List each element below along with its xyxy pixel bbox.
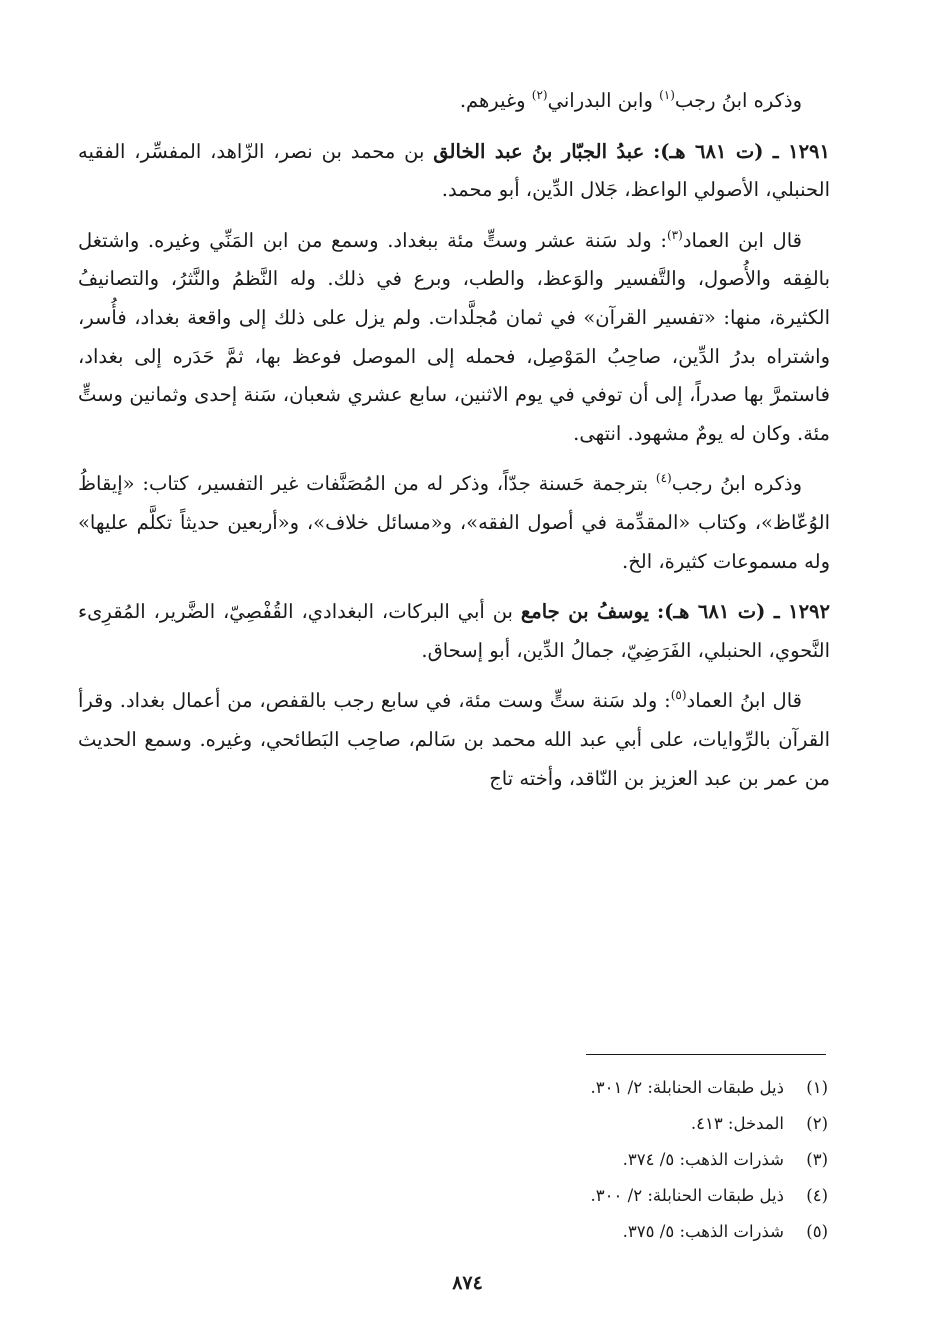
page-body bbox=[78, 82, 830, 798]
footnote-ref-3: (٣) bbox=[666, 227, 683, 242]
footnote-number: (٢) bbox=[806, 1114, 828, 1133]
entry-number: ١٢٩١ ـ (ت ٦٨١ هـ): bbox=[653, 139, 830, 163]
footnote-text: شذرات الذهب: ٥/ ٣٧٤. bbox=[622, 1150, 784, 1169]
paragraph-text: وذكره ابنُ رجب bbox=[674, 89, 802, 112]
footnote-ref-4: (٤) bbox=[655, 471, 672, 486]
footnote-item bbox=[78, 1178, 828, 1214]
paragraph-text: قال ابنُ العماد bbox=[686, 689, 802, 713]
footnote-number: (٤) bbox=[806, 1186, 828, 1205]
footnote-text: شذرات الذهب: ٥/ ٣٧٥. bbox=[622, 1222, 784, 1241]
footnote-ref-2: (٢) bbox=[531, 88, 548, 102]
footnote-item bbox=[78, 1070, 828, 1106]
biography-entry-1291 bbox=[78, 133, 830, 210]
footnote-ref-1: (١) bbox=[659, 88, 675, 102]
paragraph-text: بترجمة حَسنة جدّاً، وذكر له من المُصَنَّفات غير التفسير، كتاب: «إيقاظُ الوُعّاظ»، وكتاب «المقدِّمة في أصول الفقه»، و«مسائل خلاف»، و«أربعين حديثاً تكلَّم عليها» وله مسموعات كثيرة، الخ. bbox=[78, 472, 830, 573]
footnotes-list bbox=[78, 1070, 828, 1250]
paragraph-text: قال ابن العماد bbox=[682, 228, 802, 252]
paragraph-ibn-al-imad-1 bbox=[78, 222, 830, 454]
entry-text: بن أبي البركات، البغدادي، القُفْصِيّ، الضَّرير، المُقرِىء النَّحوي، الحنبلي، الفَرَضِيّ، جمالُ الدِّين، أبو إسحاق. bbox=[78, 600, 830, 662]
paragraph-text: وابن البدراني bbox=[547, 89, 660, 112]
entry-name: عبدُ الجبّار بنُ عبد الخالق bbox=[433, 139, 645, 163]
paragraph-ibn-al-imad-2 bbox=[78, 682, 830, 798]
paragraph-intro bbox=[78, 82, 830, 121]
entry-text: بن محمد بن نصر، الزّاهد، المفسِّر، الفقيه الحنبلي، الأصولي الواعظ، جَلال الدِّين، أبو محمد. bbox=[78, 139, 830, 202]
paragraph-text: وذكره ابنُ رجب bbox=[671, 472, 802, 496]
footnote-number: (٣) bbox=[806, 1150, 828, 1169]
footnote-ref-5: (٥) bbox=[670, 688, 687, 703]
footnote-item bbox=[78, 1106, 828, 1142]
entry-name: يوسفُ بن جامع bbox=[520, 600, 650, 624]
footnote-number: (١) bbox=[806, 1078, 828, 1097]
footnote-item bbox=[78, 1142, 828, 1178]
footnote-text: المدخل: ٤١٣. bbox=[690, 1114, 784, 1133]
footnote-number: (٥) bbox=[806, 1222, 828, 1241]
footnote-text: ذيل طبقات الحنابلة: ٢/ ٣٠١. bbox=[590, 1078, 784, 1097]
paragraph-ibn-rajab bbox=[78, 465, 830, 581]
footnote-separator bbox=[586, 1054, 826, 1055]
paragraph-text: : ولد سَنة ستٍّ وست مئة، في سابع رجب بالقفص، من أعمال بغداد. وقرأ القرآن بالرِّوايات، على أبي عبد الله محمد بن سَالم، صاحِب البَطائحي، وغيره. وسمع الحديث من عمر بن عبد العزيز بن النّاقد، وأخته تاج bbox=[78, 689, 830, 790]
paragraph-text: وغيرهم. bbox=[459, 89, 532, 112]
page-number: ٨٧٤ bbox=[452, 1272, 483, 1294]
biography-entry-1292 bbox=[78, 593, 830, 670]
entry-number: ١٢٩٢ ـ (ت ٦٨١ هـ): bbox=[656, 600, 830, 624]
footnote-text: ذيل طبقات الحنابلة: ٢/ ٣٠٠. bbox=[590, 1186, 784, 1205]
paragraph-text: : ولد سَنة عشر وستٍّ مئة ببغداد. وسمع من ابن المَنِّي وغيره. واشتغل بالفِقه والأُصول، والتَّفسير والوَعظ، والطب، وبرع في ذلك. وله النَّظمُ والنَّثرُ، والتصانيفُ الكثيرة، منها: «تفسير القرآن» في ثمان مُجلَّدات. ولم يزل على ذلك إلى واقعة بغداد، فأُسر، واشتراه بدرُ الدِّين، صاحِبُ المَوْصِل، فحمله إلى الموصل فوعظ بها، ثمَّ حَدَره إلى بغداد، فاستمرَّ بها صدراً، إلى أن توفي في يوم الاثنين، سابع عشري شعبان، سَنة إحدى وثمانين وستٍّ مئة. وكان له يومٌ مشهود. انتهى. bbox=[78, 228, 830, 445]
footnote-item bbox=[78, 1214, 828, 1250]
